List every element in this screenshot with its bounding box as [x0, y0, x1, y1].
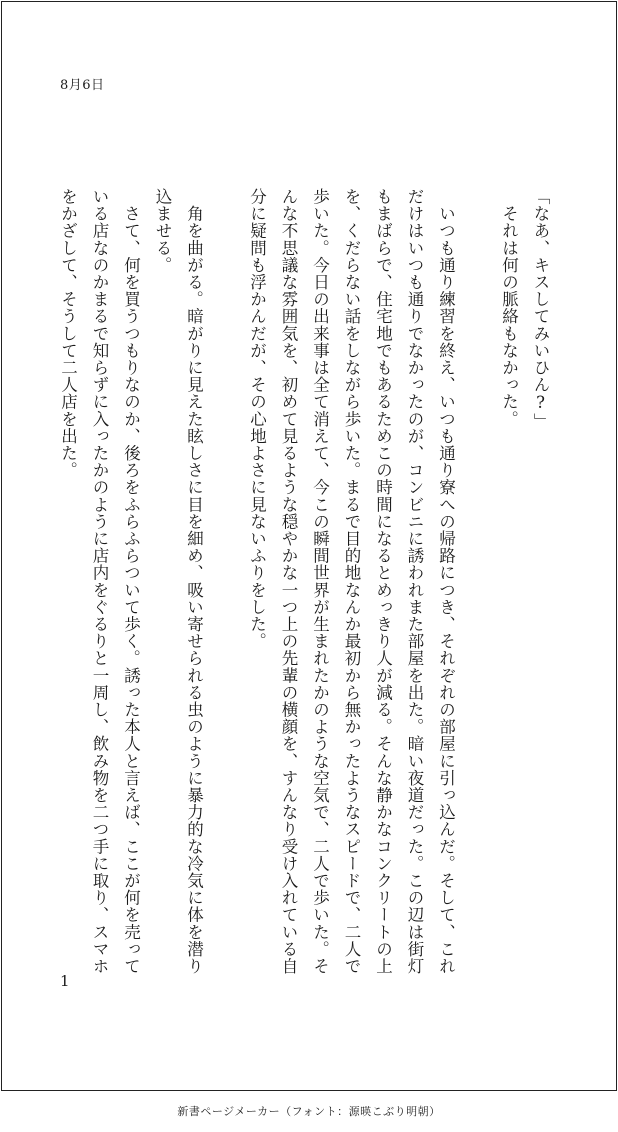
paragraph-gap [210, 188, 242, 978]
date-header: 8月6日 [60, 78, 105, 93]
paragraph-narration: 角を曲がる。暗がりに見えた眩しさに目を細め、吸い寄せられる虫のように暴力的な冷気に体を潜り込ませる。 [153, 188, 204, 975]
vertical-body-text [52, 188, 556, 978]
paragraph-gap [462, 188, 494, 978]
paragraph-narration: さて、何を買うつもりなのか、後ろをふらふらついて歩く。誘った本人と言えば、ここが何を売っている店なのかまるで知らずに入ったかのように店内をぐるりと一周し、飲み物を二つ手に取り、スマホをかざして、そうして二人店を出た。 [58, 188, 141, 975]
page-number: 1 [60, 972, 70, 990]
paragraph-dialogue: 「なあ、キスしてみいひん?」 [531, 188, 550, 430]
paragraph-narration: それは何の脈絡もなかった。 [499, 188, 519, 428]
book-page [1, 1, 617, 1091]
paragraph-narration: いつも通り練習を終え、いつも通り寮への帰路につき、それぞれの部屋に引っ込んだ。そして、これだけはいつも通りでなかったのが、コンビニに誘われまた部屋を出た。暗い夜道だった。この辺は街灯もまばらで、住宅地でもあるためこの時間になるとめっきり人が減る。そんな静かなコンクリートの上を、くだらない話をしながら歩いた。まるで目的地なんか最初から無かったようなスピードで、二人で歩いた。今日の出来事は全て消えて、今この瞬間世界が生まれたかのような空気で、二人で歩いた。そんな不思議な雰囲気を、初めて見るような穏やかな一つ上の先輩の横顔を、すんなり受け入れている自分に疑問も浮かんだが、その心地よさに見ないふりをした。 [247, 188, 456, 975]
footer-credit: 新書ページメーカー（フォント：源暎こぶり明朝） [177, 1105, 441, 1118]
